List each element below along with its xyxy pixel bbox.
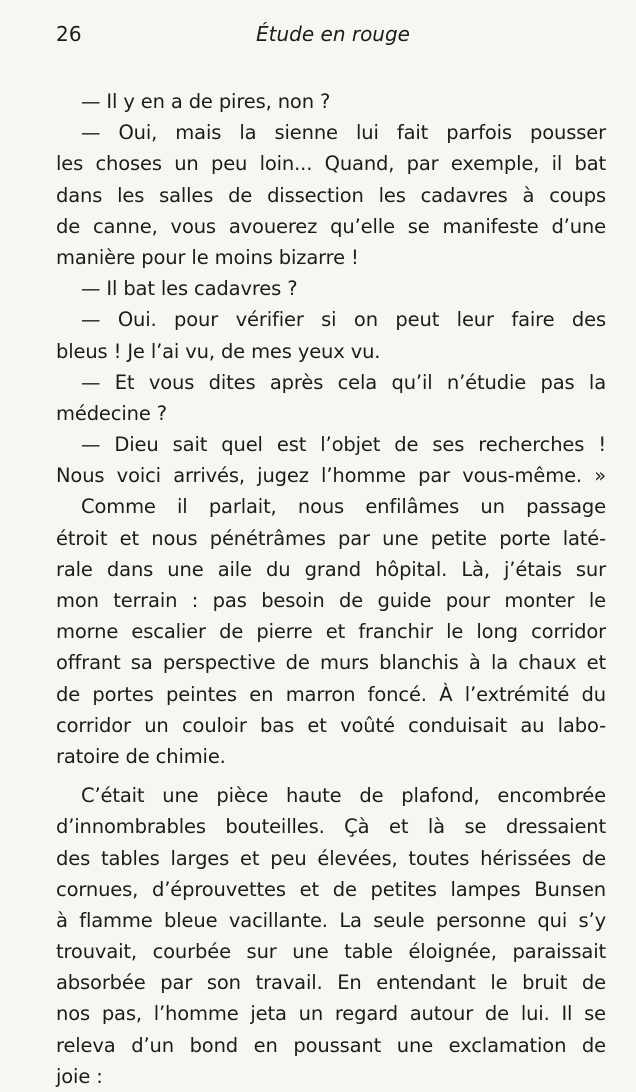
text-line: — Il y en a de pires, non ? [81, 90, 331, 113]
text-line: de portes peintes en marron foncé. À l’extrémité du [56, 682, 606, 706]
text-line: — Oui, mais la sienne lui fait parfois pousser [81, 121, 606, 145]
text-line: nos pas, l’homme jeta un regard autour de lui. Il se [56, 1002, 606, 1026]
text-line: médecine ? [56, 401, 167, 425]
text-line: d’innombrables bouteilles. Çà et là se dressaient [56, 815, 606, 839]
text-line: manière pour le moins bizarre ! [56, 245, 359, 269]
text-line: les choses un peu loin... Quand, par exemple, il bat [56, 152, 606, 176]
running-title: Étude en rouge [256, 22, 410, 46]
text-line: de canne, vous avouerez qu’elle se manifeste d’une [56, 214, 606, 238]
text-line: cornues, d’éprouvettes et de petites lampes Bunsen [56, 877, 606, 901]
text-line: corridor un couloir bas et voûté conduisait au labo- [56, 713, 606, 737]
text-line: bleus ! Je l’ai vu, de mes yeux vu. [56, 339, 381, 363]
text-line: — Dieu sait quel est l’objet de ses recherches ! [81, 433, 606, 457]
page-number: 26 [56, 22, 82, 46]
text-line: offrant sa perspective de murs blanchis à la chaux et [56, 651, 606, 675]
text-line: absorbée par son travail. En entendant le bruit de [56, 971, 606, 995]
text-line: — Il bat les cadavres ? [81, 277, 298, 301]
text-line: C’était une pièce haute de plafond, encombrée [81, 784, 606, 808]
page-header [56, 22, 606, 54]
text-line: des tables larges et peu élevées, toutes hérissées de [56, 846, 606, 870]
text-line: ratoire de chimie. [56, 744, 226, 768]
text-line: mon terrain : pas besoin de guide pour monter le [56, 589, 606, 612]
text-line: morne escalier de pierre et franchir le long corridor [56, 620, 606, 644]
text-line: dans les salles de dissection les cadavres à coups [56, 183, 606, 207]
text-line: Comme il parlait, nous enfilâmes un passage [81, 495, 606, 519]
text-line: étroit et nous pénétrâmes par une petite porte laté- [56, 526, 606, 550]
body-text [56, 86, 606, 1092]
text-line: — Et vous dites après cela qu’il n’étudie pas la [81, 370, 606, 394]
text-line: joie : [56, 1064, 103, 1088]
text-line: à flamme bleue vacillante. La seule personne qui s’y [56, 908, 606, 932]
text-line: Nous voici arrivés, jugez l’homme par vous-même. » [56, 464, 606, 488]
text-line: releva d’un bond en poussant une exclamation de [56, 1033, 606, 1057]
text-line: rale dans une aile du grand hôpital. Là, j’étais sur [56, 557, 606, 581]
text-line: trouvait, courbée sur une table éloignée, paraissait [56, 940, 606, 964]
text-line: — Oui. pour vérifier si on peut leur faire des [81, 308, 606, 332]
